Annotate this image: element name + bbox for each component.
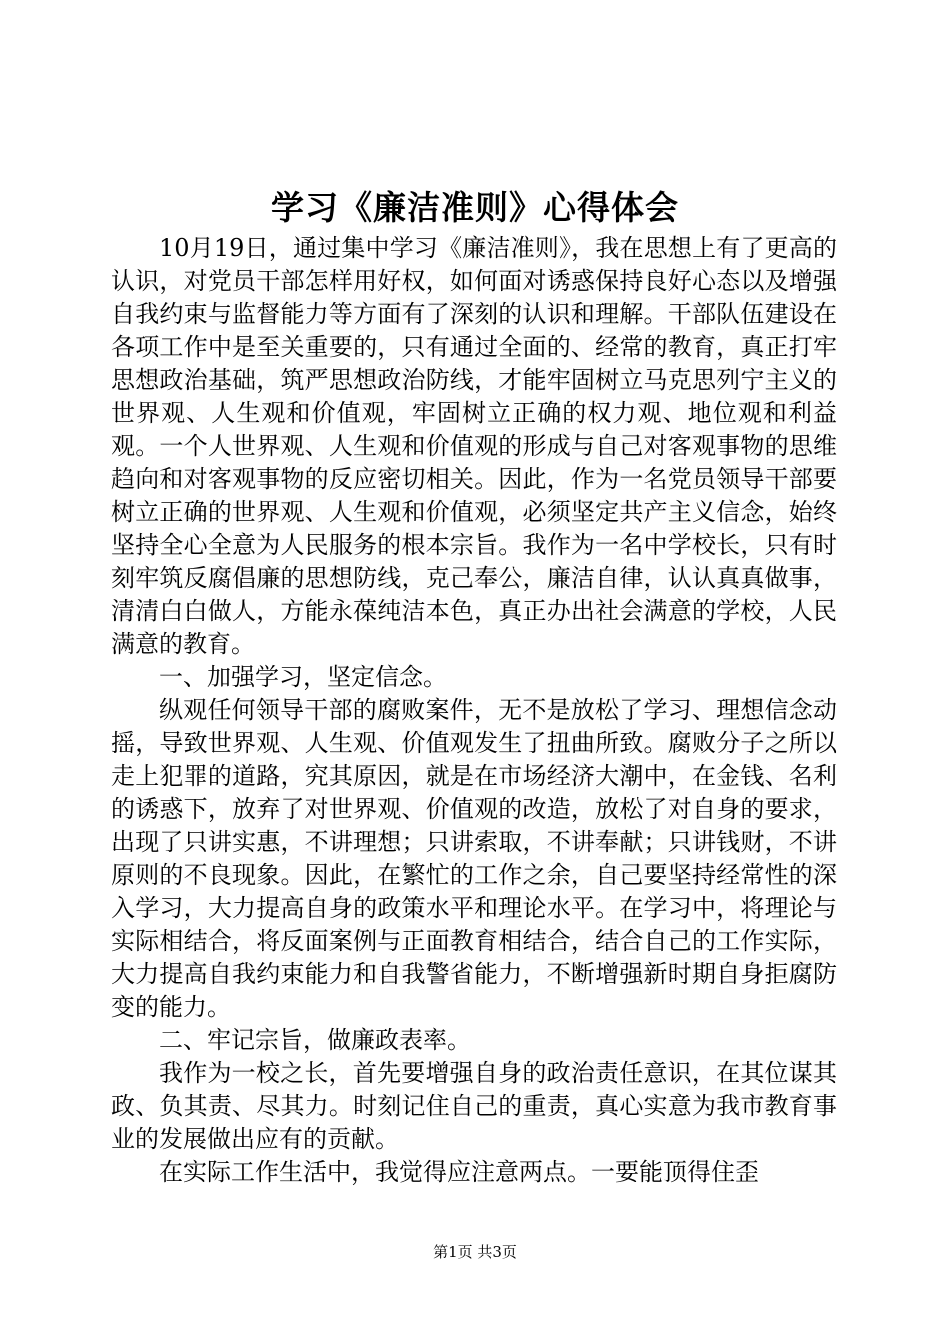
paragraph-intro: 10月19日，通过集中学习《廉洁准则》，我在思想上有了更高的认识，对党员干部怎样用好权，如何面对诱惑保持良好心态以及增强自我约束与监督能力等方面有了深刻的认识和理解。干部队伍建设在各项工作中是至关重要的，只有通过全面的、经常的教育，真正打牢思想政治基础，筑严思想政治防线，才能牢固树立马克思列宁主义的世界观、人生观和价值观，牢固树立正确的权力观、地位观和利益观。一个人世界观、人生观和价值观的形成与自己对客观事物的思维趋向和对客观事物的反应密切相关。因此，作为一名党员领导干部要树立正确的世界观、人生观和价值观，必须坚定共产主义信念，始终坚持全心全意为人民服务的根本宗旨。我作为一名中学校长，只有时刻牢筑反腐倡廉的思想防线，克己奉公，廉洁自律，认认真真做事，清清白白做人，方能永葆纯洁本色，真正办出社会满意的学校，人民满意的教育。 (111, 234, 837, 658)
paragraph-section-2: 我作为一校之长，首先要增强自身的政治责任意识，在其位谋其政、负其责、尽其力。时刻记住自己的重责，真心实意为我市教育事业的发展做出应有的贡献。 (111, 1059, 837, 1153)
document-title: 学习《廉洁准则》心得体会 (271, 188, 679, 227)
section-heading-1: 一、加强学习，坚定信念。 (159, 663, 447, 691)
paragraph-practice: 在实际工作生活中，我觉得应注意两点。一要能顶得住歪 (159, 1158, 759, 1186)
paragraph-section-1: 纵观任何领导干部的腐败案件，无不是放松了学习、理想信念动摇，导致世界观、人生观、价值观发生了扭曲所致。腐败分子之所以走上犯罪的道路，究其原因，就是在市场经济大潮中，在金钱、名利的诱惑下，放弃了对世界观、价值观的改造，放松了对自身的要求，出现了只讲实惠，不讲理想；只讲索取，不讲奉献；只讲钱财，不讲原则的不良现象。因此，在繁忙的工作之余，自己要坚持经常性的深入学习，大力提高自身的政策水平和理论水平。在学习中，将理论与实际相结合，将反面案例与正面教育相结合，结合自己的工作实际，大力提高自我约束能力和自我警省能力，不断增强新时期自身拒腐防变的能力。 (111, 696, 837, 1021)
section-heading-2: 二、牢记宗旨，做廉政表率。 (159, 1026, 471, 1054)
page-footer: 第1页 共3页 (433, 1243, 517, 1261)
document-body (111, 232, 837, 1189)
